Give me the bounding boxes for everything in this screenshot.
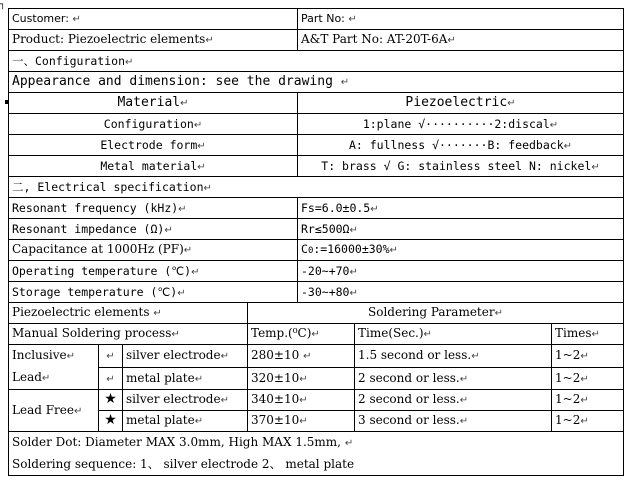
configuration-value-text: 1:plane √··········2:discal	[362, 116, 550, 131]
col-time-text: Time(Sec.)	[358, 326, 424, 341]
arrow-glyph-2: ↵	[106, 373, 115, 385]
arrow-mark-2	[99, 367, 123, 390]
time-text-2: 2 second or less.	[358, 370, 460, 385]
electrode-form-row	[9, 135, 624, 156]
lead-free-group: Lead Free↵	[9, 390, 99, 432]
product-label: Product: Piezoelectric elements	[12, 32, 206, 47]
capacitance-row	[9, 240, 624, 261]
time-text-3: 2 second or less.	[358, 392, 460, 407]
item-text-1: silver electrode	[126, 348, 221, 363]
soldering-row-3	[9, 390, 624, 411]
resonant-impedance-row	[9, 219, 624, 240]
spec-sheet	[8, 8, 623, 476]
electrode-form-value-text: A: fullness √·······B: feedback	[348, 137, 564, 152]
spec-table	[8, 8, 624, 303]
manual-soldering-label: Manual Soldering process↵	[9, 324, 248, 345]
section2-title: 二, Electrical specification↵	[9, 177, 624, 198]
times-text-3: 1~2	[555, 392, 581, 407]
section2-title-text: 二, Electrical specification	[12, 179, 204, 194]
resonant-frequency-value-text: Fs=6.0±0.5	[301, 200, 371, 215]
resonant-frequency-label: Resonant frequency (kHz)↵	[9, 198, 298, 219]
operating-temp-label: Operating temperature (℃)↵	[9, 261, 298, 282]
lead-free-text: Lead Free	[12, 402, 74, 417]
item-cell-3: silver electrode↵	[123, 390, 248, 411]
resonant-impedance-value: Rr≤500Ω↵	[298, 219, 624, 240]
soldering-header-row-2	[9, 324, 624, 345]
metal-material-value: T: brass √ G: stainless steel N: nickel↵	[298, 156, 624, 177]
operating-temp-row	[9, 261, 624, 282]
metal-material-value-text: T: brass √ G: stainless steel N: nickel	[321, 158, 592, 173]
times-cell-2: 1~2↵	[552, 367, 624, 390]
resonant-impedance-label: Resonant impedance (Ω)↵	[9, 219, 298, 240]
col-times-text: Times	[555, 326, 592, 341]
col-temp-text: Temp.(⁰C)	[251, 326, 312, 341]
item-text-4: metal plate	[126, 413, 195, 428]
appearance-cell: Appearance and dimension: see the drawing ↵	[9, 72, 624, 93]
capacitance-subscript: 0	[307, 246, 314, 257]
capacitance-label-text: Capacitance at 1000Hz (PF)	[12, 242, 184, 257]
temp-text-4: 370±10	[251, 413, 300, 428]
soldering-header-row-1	[9, 303, 624, 324]
metal-material-label-text: Metal material	[100, 158, 198, 173]
time-cell-4: 3 second or less.↵	[355, 411, 552, 432]
soldering-sequence-text: Soldering sequence: 1、 silver electrode 2、 metal plate	[12, 457, 355, 471]
metal-material-label: Metal material↵	[9, 156, 298, 177]
soldering-row-2	[9, 367, 624, 390]
resonant-frequency-row	[9, 198, 624, 219]
times-cell-1: 1~2↵	[552, 345, 624, 368]
time-text-4: 3 second or less.	[358, 413, 460, 428]
corner-mark: ┐	[0, 0, 6, 10]
star-icon-1	[99, 390, 123, 411]
temp-cell-2: 320±10↵	[248, 367, 355, 390]
item-text-2: metal plate	[126, 370, 195, 385]
material-value: Piezoelectric↵	[298, 93, 624, 114]
arrow-glyph-1: ↵	[106, 351, 115, 363]
electrode-form-label: Electrode form↵	[9, 135, 298, 156]
capacitance-symbol: C	[301, 242, 308, 257]
customer-cell: Customer: ↵	[9, 9, 298, 30]
inclusive-lead-group: Inclusive↵ Lead↵	[9, 345, 99, 390]
operating-temp-value-text: -20~+70	[301, 263, 350, 278]
part-no-cell: Part No: ↵	[298, 9, 624, 30]
metal-material-row	[9, 156, 624, 177]
times-cell-3: 1~2↵	[552, 390, 624, 411]
storage-temp-label-text: Storage temperature (℃)	[12, 284, 178, 299]
configuration-row	[9, 114, 624, 135]
footer-cell: Solder Dot: Diameter MAX 3.0mm, High MAX 1.5mm, ↵ Soldering sequence: 1、 silver electrode 2、 metal plate	[9, 432, 624, 476]
time-cell-3: 2 second or less.↵	[355, 390, 552, 411]
footer-row	[9, 432, 624, 476]
inclusive-text: Inclusive	[12, 348, 67, 362]
storage-temp-value: -30~+80↵	[298, 282, 624, 303]
configuration-label-text: Configuration	[103, 116, 194, 131]
star-glyph-1: ★	[104, 391, 117, 408]
storage-temp-label: Storage temperature (℃)↵	[9, 282, 298, 303]
customer-row	[9, 9, 624, 30]
temp-cell-3: 340±10↵	[248, 390, 355, 411]
configuration-value: 1:plane √··········2:discal↵	[298, 114, 624, 135]
electrode-form-value: A: fullness √·······B: feedback↵	[298, 135, 624, 156]
appearance-row	[9, 72, 624, 93]
product-cell: Product: Piezoelectric elements↵	[9, 30, 298, 51]
resonant-frequency-value: Fs=6.0±0.5↵	[298, 198, 624, 219]
piezo-elements-text: Piezoelectric elements	[12, 305, 150, 320]
times-cell-4: 1~2↵	[552, 411, 624, 432]
section1-title-row	[9, 51, 624, 72]
material-label: Material↵	[9, 93, 298, 114]
star-glyph-2: ★	[104, 412, 117, 429]
soldering-parameter-title: Soldering Parameter↵	[248, 303, 624, 324]
temp-cell-4: 370±10↵	[248, 411, 355, 432]
solder-dot-text: Solder Dot: Diameter MAX 3.0mm, High MAX 1.5mm,	[12, 435, 341, 449]
operating-temp-value: -20~+70↵	[298, 261, 624, 282]
time-cell-1: 1.5 second or less.↵	[355, 345, 552, 368]
section1-title: 一、Configuration↵	[9, 51, 624, 72]
configuration-label: Configuration↵	[9, 114, 298, 135]
section1-title-text: 一、Configuration	[12, 53, 126, 68]
star-icon-2	[99, 411, 123, 432]
col-time-header: Time(Sec.)↵	[355, 324, 552, 345]
resonant-impedance-label-text: Resonant impedance (Ω)	[12, 221, 165, 236]
col-times-header: Times↵	[552, 324, 624, 345]
soldering-row-4	[9, 411, 624, 432]
times-text-2: 1~2	[555, 370, 581, 385]
appearance-text: Appearance and dimension: see the drawing	[12, 73, 333, 89]
soldering-table	[8, 302, 624, 476]
temp-text-3: 340±10	[251, 392, 300, 407]
temp-text-1: 280±10	[251, 348, 300, 363]
capacitance-value: C0:=16000±30%↵	[298, 240, 624, 261]
lead-text: Lead	[12, 370, 42, 384]
item-text-3: silver electrode	[126, 392, 221, 407]
manual-soldering-text: Manual Soldering process	[12, 326, 172, 341]
temp-text-2: 320±10	[251, 370, 300, 385]
product-row	[9, 30, 624, 51]
soldering-parameter-text: Soldering Parameter	[368, 305, 495, 320]
time-cell-2: 2 second or less.↵	[355, 367, 552, 390]
soldering-row-1	[9, 345, 624, 368]
item-cell-4: metal plate↵	[123, 411, 248, 432]
piezo-elements-label: Piezoelectric elements ↵	[9, 303, 248, 324]
section2-title-row	[9, 177, 624, 198]
electrode-form-label-text: Electrode form	[100, 137, 198, 152]
capacitance-value-text: :=16000±30%	[313, 242, 390, 257]
at-part-no-cell: A&T Part No: AT-20T-6A↵	[298, 30, 624, 51]
storage-temp-row	[9, 282, 624, 303]
time-text-1: 1.5 second or less.	[358, 348, 472, 363]
material-row	[9, 93, 624, 114]
item-cell-2: metal plate↵	[123, 367, 248, 390]
capacitance-label: Capacitance at 1000Hz (PF)↵	[9, 240, 298, 261]
arrow-mark-1	[99, 345, 123, 368]
resonant-impedance-value-text: Rr≤500Ω	[301, 221, 350, 236]
part-no-label: Part No:	[301, 11, 349, 25]
times-text-1: 1~2	[555, 348, 581, 363]
item-cell-1: silver electrode↵	[123, 345, 248, 368]
operating-temp-label-text: Operating temperature (℃)	[12, 263, 192, 278]
col-temp-header: Temp.(⁰C)↵	[248, 324, 355, 345]
storage-temp-value-text: -30~+80	[301, 284, 350, 299]
material-label-text: Material	[117, 94, 181, 110]
material-value-text: Piezoelectric	[405, 94, 508, 110]
customer-label: Customer:	[12, 11, 73, 25]
at-part-no: A&T Part No: AT-20T-6A	[301, 32, 448, 47]
temp-cell-1: 280±10 ↵	[248, 345, 355, 368]
times-text-4: 1~2	[555, 413, 581, 428]
resonant-frequency-label-text: Resonant frequency (kHz)	[12, 200, 179, 215]
